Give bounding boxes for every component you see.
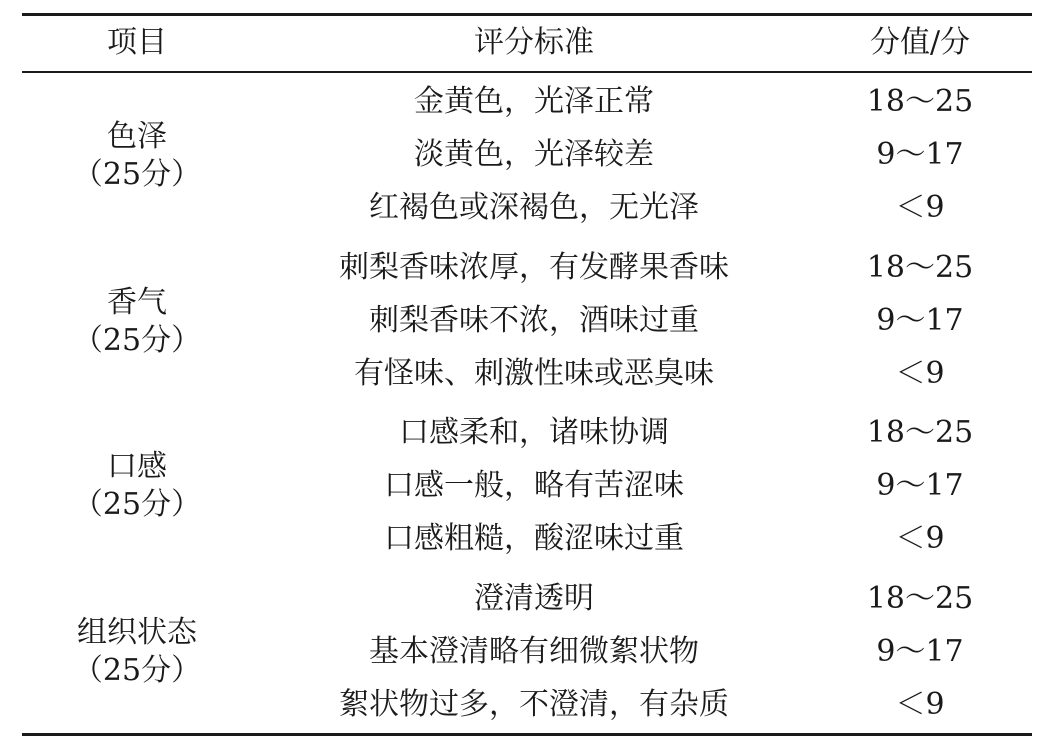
criteria-cell: 有怪味、刺激性味或恶臭味 bbox=[354, 356, 714, 391]
score-cell: ＜9 bbox=[895, 521, 945, 556]
group-item-name: 组织状态 bbox=[77, 615, 197, 650]
criteria-cell: 口感一般，略有苦涩味 bbox=[384, 468, 684, 503]
criteria-cell: 金黄色，光泽正常 bbox=[414, 84, 654, 119]
criteria-cell: 刺梨香味浓厚，有发酵果香味 bbox=[339, 250, 729, 285]
score-cell: 18～25 bbox=[866, 415, 974, 450]
score-cell: 18～25 bbox=[866, 84, 974, 119]
table-top-rule bbox=[22, 13, 1032, 16]
header-rule bbox=[22, 71, 1032, 73]
criteria-cell: 红褐色或深褐色，无光泽 bbox=[369, 190, 699, 225]
table-bottom-rule bbox=[22, 733, 1032, 736]
criteria-cell: 刺梨香味不浓，酒味过重 bbox=[369, 303, 699, 338]
score-cell: 9～17 bbox=[876, 303, 964, 338]
group-item-mouthfeel bbox=[73, 448, 201, 524]
group-item-weight: （25分） bbox=[72, 323, 202, 358]
group-item-color bbox=[73, 118, 201, 194]
score-cell: 18～25 bbox=[866, 581, 974, 616]
group-item-weight: （25分） bbox=[72, 487, 202, 522]
score-cell: 9～17 bbox=[876, 137, 964, 172]
criteria-cell: 澄清透明 bbox=[474, 581, 594, 616]
header-criteria: 评分标准 bbox=[474, 25, 594, 60]
group-item-weight: （25分） bbox=[72, 157, 202, 192]
group-item-weight: （25分） bbox=[72, 653, 202, 688]
score-cell: ＜9 bbox=[895, 687, 945, 722]
group-item-name: 色泽 bbox=[107, 119, 167, 154]
header-item: 项目 bbox=[107, 25, 167, 60]
score-cell: 18～25 bbox=[866, 250, 974, 285]
score-cell: ＜9 bbox=[895, 190, 945, 225]
group-item-texture bbox=[73, 614, 201, 690]
criteria-cell: 淡黄色，光泽较差 bbox=[414, 137, 654, 172]
criteria-cell: 基本澄清略有细微絮状物 bbox=[369, 634, 699, 669]
criteria-cell: 絮状物过多，不澄清，有杂质 bbox=[339, 687, 729, 722]
group-item-name: 口感 bbox=[107, 449, 167, 484]
score-cell: 9～17 bbox=[876, 634, 964, 669]
criteria-cell: 口感柔和，诸味协调 bbox=[399, 415, 669, 450]
criteria-cell: 口感粗糙，酸涩味过重 bbox=[384, 521, 684, 556]
score-cell: ＜9 bbox=[895, 356, 945, 391]
group-item-name: 香气 bbox=[107, 285, 167, 320]
group-item-aroma bbox=[73, 284, 201, 360]
header-score: 分值/分 bbox=[869, 25, 971, 60]
score-cell: 9～17 bbox=[876, 468, 964, 503]
